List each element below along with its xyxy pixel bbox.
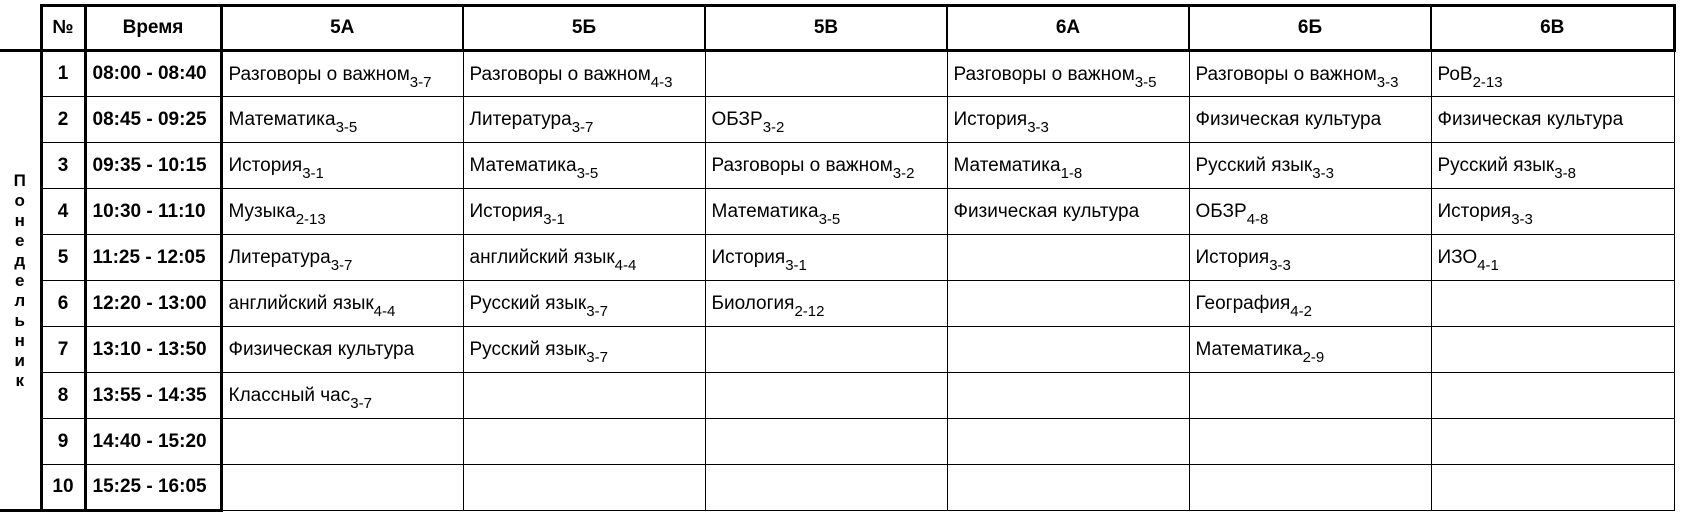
- table-row: [0, 51, 1674, 97]
- lesson-cell-5b: [463, 189, 705, 235]
- subject-name: Математика: [469, 155, 577, 176]
- lesson-cell-6b: [1189, 97, 1431, 143]
- subject-name: Разговоры о важном: [953, 64, 1135, 85]
- subject-name: Разговоры о важном: [711, 155, 893, 176]
- subject-name: ОБЗР: [711, 109, 763, 130]
- lesson-time: 11:25 - 12:05: [85, 235, 221, 281]
- lesson-cell-5a: [221, 143, 463, 189]
- room-number: 2-12: [794, 303, 825, 320]
- room-number: 3-3: [1269, 257, 1291, 274]
- room-number: 3-5: [818, 211, 841, 228]
- lesson-time: 14:40 - 15:20: [85, 419, 221, 465]
- header-time: Время: [85, 6, 221, 51]
- lesson-time: 15:25 - 16:05: [85, 465, 221, 511]
- room-number: 3-1: [785, 257, 807, 274]
- lesson-cell-5v: [705, 51, 947, 97]
- room-number: 3-5: [576, 165, 599, 182]
- room-number: 3-3: [1511, 211, 1533, 228]
- lesson-time: 08:00 - 08:40: [85, 51, 221, 97]
- room-number: 3-3: [1376, 74, 1399, 91]
- lesson-cell-6a: [947, 235, 1189, 281]
- lesson-cell-6b: [1189, 51, 1431, 97]
- room-number: 2-13: [295, 211, 326, 228]
- lesson-cell-5v: [705, 465, 947, 511]
- room-number: 4-4: [373, 303, 396, 320]
- schedule-table: [0, 4, 1676, 512]
- lesson-cell-5b: [463, 51, 705, 97]
- lesson-cell-6b: [1189, 235, 1431, 281]
- table-row: [0, 373, 1674, 419]
- room-number: 3-7: [330, 257, 353, 274]
- subject-name: Математика: [228, 109, 336, 130]
- subject-name: История: [953, 109, 1028, 130]
- lesson-cell-6b: [1189, 327, 1431, 373]
- subject-name: Русский язык: [469, 339, 587, 360]
- lesson-number: 2: [41, 97, 85, 143]
- header-class-5b: 5Б: [463, 6, 705, 51]
- room-number: 1-8: [1060, 165, 1083, 182]
- lesson-time: 08:45 - 09:25: [85, 97, 221, 143]
- room-number: 3-7: [409, 74, 432, 91]
- lesson-cell-6b: [1189, 373, 1431, 419]
- lesson-cell-5a: [221, 281, 463, 327]
- room-number: 3-3: [1312, 165, 1334, 182]
- lesson-cell-5v: [705, 97, 947, 143]
- lesson-cell-6v: [1431, 327, 1674, 373]
- subject-name: География: [1195, 293, 1291, 314]
- lesson-cell-6a: [947, 143, 1189, 189]
- subject-name: История: [1195, 247, 1270, 268]
- day-letters: [14, 171, 26, 391]
- lesson-number: 1: [41, 51, 85, 97]
- header-class-6a: 6А: [947, 6, 1189, 51]
- lesson-cell-6v: [1431, 189, 1674, 235]
- room-number: 3-5: [335, 119, 358, 136]
- lesson-cell-6a: [947, 51, 1189, 97]
- lesson-cell-6b: [1189, 143, 1431, 189]
- lesson-cell-5v: [705, 143, 947, 189]
- subject-name: Разговоры о важном: [1195, 64, 1377, 85]
- lesson-number: 8: [41, 373, 85, 419]
- subject-name: английский язык: [469, 247, 615, 268]
- subject-name: Русский язык: [1195, 155, 1313, 176]
- lesson-cell-5b: [463, 373, 705, 419]
- subject-name: Физическая культура: [953, 201, 1140, 222]
- room-number: 3-7: [571, 119, 594, 136]
- lesson-number: 5: [41, 235, 85, 281]
- lesson-cell-5b: [463, 281, 705, 327]
- lesson-cell-5a: [221, 51, 463, 97]
- day-letter: ь: [14, 310, 25, 330]
- lesson-cell-5a: [221, 327, 463, 373]
- table-row: [0, 235, 1674, 281]
- room-number: 4-1: [1477, 257, 1499, 274]
- subject-name: Разговоры о важном: [469, 64, 651, 85]
- lesson-cell-5b: [463, 235, 705, 281]
- lesson-time: 13:10 - 13:50: [85, 327, 221, 373]
- lesson-cell-5v: [705, 373, 947, 419]
- lesson-cell-5v: [705, 235, 947, 281]
- room-number: 3-2: [892, 165, 915, 182]
- lesson-cell-5b: [463, 465, 705, 511]
- room-number: 3-2: [762, 119, 785, 136]
- room-number: 3-1: [543, 211, 565, 228]
- subject-name: Разговоры о важном: [228, 64, 410, 85]
- lesson-cell-6a: [947, 189, 1189, 235]
- day-letter: е: [15, 230, 25, 250]
- header-num: №: [41, 6, 85, 51]
- lesson-cell-6a: [947, 373, 1189, 419]
- room-number: 2-9: [1302, 349, 1325, 366]
- table-row: [0, 281, 1674, 327]
- room-number: 4-2: [1290, 303, 1312, 320]
- schedule-body: [0, 51, 1674, 511]
- lesson-cell-6b: [1189, 465, 1431, 511]
- lesson-cell-5b: [463, 143, 705, 189]
- lesson-cell-5a: [221, 189, 463, 235]
- header-row: [0, 6, 1674, 51]
- day-letter: н: [14, 330, 25, 350]
- room-number: 3-5: [1134, 74, 1157, 91]
- lesson-number: 7: [41, 327, 85, 373]
- header-class-6v: 6В: [1431, 6, 1674, 51]
- lesson-time: 09:35 - 10:15: [85, 143, 221, 189]
- lesson-cell-5a: [221, 97, 463, 143]
- room-number: 3-1: [302, 165, 324, 182]
- subject-name: История: [228, 155, 303, 176]
- day-letter: и: [14, 350, 25, 370]
- day-letter: л: [14, 290, 26, 310]
- header-class-5a: 5А: [221, 6, 463, 51]
- subject-name: Математика: [953, 155, 1061, 176]
- lesson-time: 10:30 - 11:10: [85, 189, 221, 235]
- room-number: 3-7: [586, 303, 608, 320]
- corner-cell: [0, 6, 41, 51]
- lesson-cell-5b: [463, 327, 705, 373]
- lesson-cell-5v: [705, 189, 947, 235]
- lesson-cell-6v: [1431, 235, 1674, 281]
- lesson-cell-6v: [1431, 97, 1674, 143]
- lesson-cell-5v: [705, 327, 947, 373]
- lesson-cell-6v: [1431, 51, 1674, 97]
- lesson-cell-5a: [221, 419, 463, 465]
- lesson-time: 12:20 - 13:00: [85, 281, 221, 327]
- subject-name: Математика: [1195, 339, 1303, 360]
- day-label: [0, 51, 41, 511]
- lesson-cell-6a: [947, 465, 1189, 511]
- subject-name: Музыка: [228, 201, 296, 222]
- lesson-number: 10: [41, 465, 85, 511]
- lesson-cell-5v: [705, 419, 947, 465]
- room-number: 3-7: [586, 349, 608, 366]
- day-letter: П: [13, 170, 26, 190]
- subject-name: История: [1437, 201, 1512, 222]
- lesson-number: 4: [41, 189, 85, 235]
- table-row: [0, 97, 1674, 143]
- lesson-cell-5b: [463, 97, 705, 143]
- room-number: 2-13: [1472, 74, 1503, 91]
- room-number: 3-7: [350, 395, 372, 412]
- table-row: [0, 143, 1674, 189]
- table-row: [0, 465, 1674, 511]
- lesson-cell-6b: [1189, 189, 1431, 235]
- subject-name: Литература: [228, 247, 331, 268]
- subject-name: Физическая культура: [1195, 109, 1382, 130]
- subject-name: РоВ: [1437, 64, 1473, 85]
- day-letter: о: [14, 190, 25, 210]
- subject-name: Биология: [711, 293, 795, 314]
- header-class-6b: 6Б: [1189, 6, 1431, 51]
- subject-name: Классный час: [228, 385, 351, 406]
- room-number: 4-3: [650, 74, 673, 91]
- subject-name: Литература: [469, 109, 572, 130]
- day-letter: е: [15, 270, 25, 290]
- lesson-cell-6v: [1431, 373, 1674, 419]
- lesson-cell-6v: [1431, 419, 1674, 465]
- lesson-cell-5v: [705, 281, 947, 327]
- lesson-cell-6a: [947, 327, 1189, 373]
- lesson-cell-6a: [947, 419, 1189, 465]
- lesson-time: 13:55 - 14:35: [85, 373, 221, 419]
- subject-name: Русский язык: [1437, 155, 1555, 176]
- lesson-cell-6v: [1431, 143, 1674, 189]
- lesson-number: 3: [41, 143, 85, 189]
- day-letter: д: [14, 250, 26, 270]
- table-row: [0, 327, 1674, 373]
- lesson-cell-6v: [1431, 281, 1674, 327]
- table-row: [0, 419, 1674, 465]
- subject-name: английский язык: [228, 293, 374, 314]
- day-letter: к: [15, 370, 24, 390]
- lesson-cell-5a: [221, 465, 463, 511]
- lesson-number: 9: [41, 419, 85, 465]
- day-letter: н: [14, 210, 25, 230]
- subject-name: ИЗО: [1437, 247, 1478, 268]
- lesson-cell-5a: [221, 373, 463, 419]
- lesson-cell-6a: [947, 97, 1189, 143]
- lesson-cell-5a: [221, 235, 463, 281]
- lesson-cell-6a: [947, 281, 1189, 327]
- lesson-cell-6v: [1431, 465, 1674, 511]
- lesson-cell-6b: [1189, 281, 1431, 327]
- subject-name: Физическая культура: [228, 339, 415, 360]
- subject-name: История: [469, 201, 544, 222]
- subject-name: ОБЗР: [1195, 201, 1247, 222]
- lesson-number: 6: [41, 281, 85, 327]
- lesson-cell-6b: [1189, 419, 1431, 465]
- table-row: [0, 189, 1674, 235]
- subject-name: Математика: [711, 201, 819, 222]
- room-number: 4-4: [614, 257, 637, 274]
- header-class-5v: 5В: [705, 6, 947, 51]
- lesson-cell-5b: [463, 419, 705, 465]
- room-number: 4-8: [1246, 211, 1269, 228]
- subject-name: История: [711, 247, 786, 268]
- subject-name: Физическая культура: [1437, 109, 1624, 130]
- subject-name: Русский язык: [469, 293, 587, 314]
- room-number: 3-8: [1554, 165, 1576, 182]
- room-number: 3-3: [1027, 119, 1049, 136]
